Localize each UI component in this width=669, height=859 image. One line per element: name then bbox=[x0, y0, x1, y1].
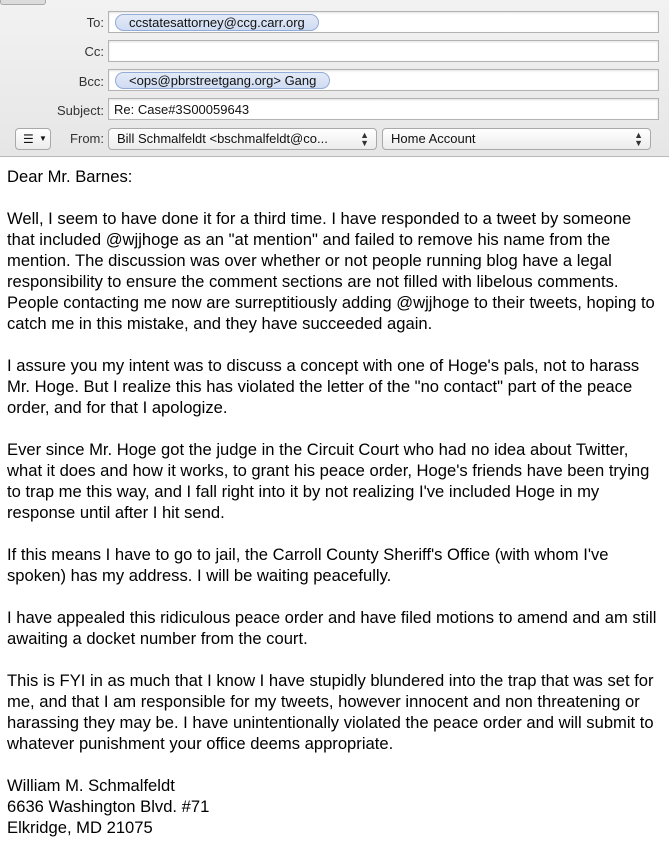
list-icon: ☰ bbox=[23, 132, 34, 146]
cc-label: Cc: bbox=[84, 44, 104, 59]
signature-city: Elkridge, MD 21075 bbox=[7, 818, 153, 837]
subject-value: Re: Case#3S00059643 bbox=[114, 102, 250, 117]
cc-field[interactable] bbox=[108, 40, 659, 62]
from-select[interactable] bbox=[108, 128, 377, 150]
signature-name: William M. Schmalfeldt bbox=[7, 776, 175, 795]
body-paragraph: Well, I seem to have done it for a third time. I have responded to a tweet by someone that included @wjjhoge as an "at mention" and failed to remove his name from the mention. The discussion was over whether or not people running blog have a legal responsibility to ensure the comment sections are not filled with libelous comments. People contacting me now are surreptitiously adding @wjjhoge to their tweets, hoping to catch me in this mistake, and they have succeeded again. bbox=[7, 209, 655, 333]
to-label: To: bbox=[86, 15, 104, 30]
select-arrows-icon: ▲ ▼ bbox=[360, 130, 369, 148]
account-select-value: Home Account bbox=[391, 131, 476, 146]
body-paragraph: Ever since Mr. Hoge got the judge in the Circuit Court who had no idea about Twitter, what it does and how it works, to grant his peace order, Hoge's friends have been trying to trap me this way, and I fall right into it by not realizing I've included Hoge in my response until after I hit send. bbox=[7, 440, 650, 522]
body-paragraph: I have appealed this ridiculous peace order and have filed motions to amend and am still awaiting a docket number from the court. bbox=[7, 608, 657, 648]
body-paragraph: This is FYI in as much that I know I have stupidly blundered into the trap that was set for me, and that I am responsible for my tweets, however innocent and non threatening or harassing they may be. I have unintentionally violated the peace order and will submit to whatever punishment your office deems appropriate. bbox=[7, 671, 654, 753]
signature-address: 6636 Washington Blvd. #71 bbox=[7, 797, 210, 816]
salutation: Dear Mr. Barnes: bbox=[7, 167, 133, 186]
bcc-recipient-token[interactable]: <ops@pbrstreetgang.org> Gang bbox=[115, 72, 330, 89]
from-label: From: bbox=[70, 131, 104, 146]
header-fields-menu-button[interactable] bbox=[15, 128, 51, 150]
bcc-field[interactable] bbox=[108, 69, 659, 91]
toolbar-edge bbox=[0, 0, 46, 5]
body-paragraph: I assure you my intent was to discuss a concept with one of Hoge's pals, not to harass Mr. Hoge. But I realize this has violated the letter of the "no contact" part of the peace order, and for that I apologize. bbox=[7, 356, 640, 417]
from-select-value: Bill Schmalfeldt <bschmalfeldt@co... bbox=[117, 131, 328, 146]
body-paragraph: If this means I have to go to jail, the Carroll County Sheriff's Office (with whom I've spoken) has my address. I will be waiting peacefully. bbox=[7, 545, 609, 585]
account-select[interactable] bbox=[382, 128, 651, 150]
subject-label: Subject: bbox=[57, 103, 104, 118]
message-body[interactable] bbox=[7, 166, 662, 838]
to-recipient-token[interactable]: ccstatesattorney@ccg.carr.org bbox=[115, 14, 319, 31]
to-field[interactable] bbox=[108, 11, 659, 33]
bcc-label: Bcc: bbox=[78, 74, 104, 89]
subject-field[interactable] bbox=[108, 98, 659, 120]
compose-header bbox=[0, 0, 669, 157]
select-arrows-icon: ▲ ▼ bbox=[634, 130, 643, 148]
chevron-down-icon: ▼ bbox=[39, 134, 47, 143]
